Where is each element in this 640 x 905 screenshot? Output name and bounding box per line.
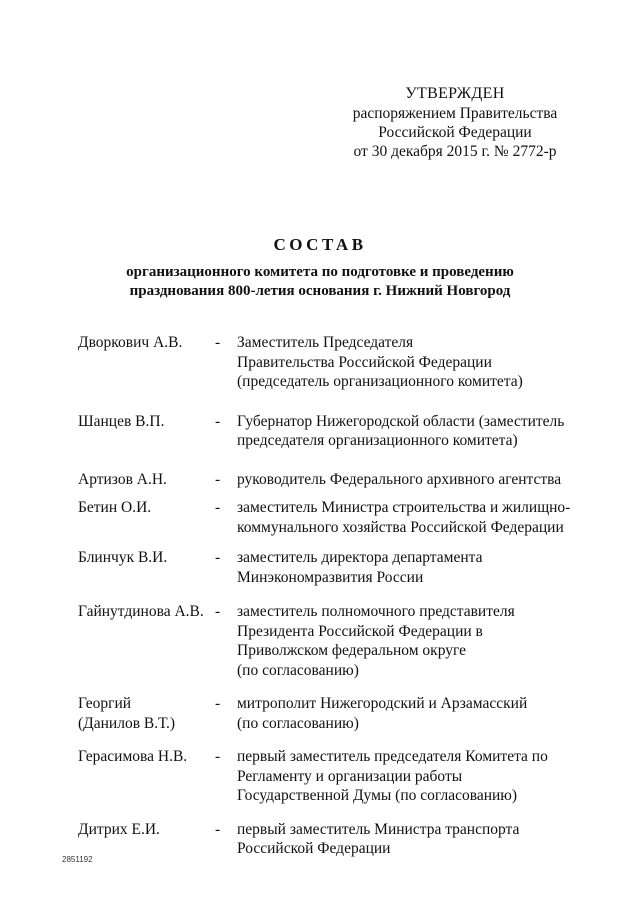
member-position: заместитель Министра строительства и жилищно- коммунального хозяйства Российской Федерации [237, 499, 571, 536]
member-name: Георгий (Данилов В.Т.) [78, 695, 176, 732]
member-dash: - [215, 748, 221, 765]
member-position: заместитель полномочного представителя Президента Российской Федерации в Приволжском федеральном округе (по согласованию) [237, 603, 515, 679]
approval-line-1: распоряжением Правительства [352, 105, 558, 122]
member-position: руководитель Федерального архивного агентства [237, 470, 562, 488]
member-dash: - [215, 470, 221, 488]
member-position: митрополит Нижегородский и Арзамасский (по согласованию) [237, 695, 528, 732]
member-name: Гайнутдинова А.В. [78, 603, 204, 620]
member-name: Герасимова Н.В. [78, 748, 188, 765]
document-title: СОСТАВ [273, 235, 367, 254]
approval-stamp [340, 84, 570, 161]
member-row [78, 470, 578, 490]
member-position: Заместитель Председателя Правительства Российской Федерации (председатель организационного комитета) [237, 334, 523, 390]
document-code: 2851192 [62, 855, 93, 864]
member-row [78, 602, 578, 680]
member-name: Шанцев В.П. [78, 412, 165, 430]
approval-heading: УТВЕРЖДЕН [405, 85, 505, 102]
member-dash: - [215, 695, 221, 712]
member-position: первый заместитель Министра транспорта Российской Федерации [237, 820, 520, 857]
member-name: Блинчук В.И. [78, 549, 168, 566]
member-name: Дворкович А.В. [78, 334, 183, 351]
member-row [78, 333, 578, 392]
approval-line-3: от 30 декабря 2015 г. № 2772-р [353, 143, 557, 160]
document-subtitle-line-1: организационного комитета по подготовке и проведению [126, 264, 514, 280]
member-dash: - [215, 603, 221, 620]
document-subtitle-line-2: празднования 800-летия основания г. Нижний Новгород [129, 283, 511, 299]
member-row [78, 747, 578, 806]
member-row [78, 498, 578, 537]
member-dash: - [215, 549, 221, 566]
member-row [78, 820, 578, 859]
member-dash: - [215, 820, 221, 838]
member-row [78, 412, 578, 451]
member-name: Дитрих Е.И. [78, 820, 160, 838]
member-position: первый заместитель председателя Комитета по Регламенту и организации работы Государственной Думы (по согласованию) [237, 748, 548, 804]
member-row [78, 548, 578, 587]
approval-line-2: Российской Федерации [378, 124, 532, 141]
member-position: Губернатор Нижегородской области (заместитель председателя организационного комитета) [237, 412, 565, 449]
member-row [78, 694, 578, 733]
member-name: Артизов А.Н. [78, 470, 167, 488]
member-name: Бетин О.И. [78, 499, 152, 516]
members-list [78, 333, 578, 859]
document-title-block [60, 235, 580, 301]
member-position: заместитель директора департамента Минэкономразвития России [237, 549, 483, 586]
member-dash: - [215, 334, 221, 351]
document-subtitle [60, 263, 580, 301]
member-dash: - [215, 412, 221, 430]
member-dash: - [215, 499, 221, 516]
